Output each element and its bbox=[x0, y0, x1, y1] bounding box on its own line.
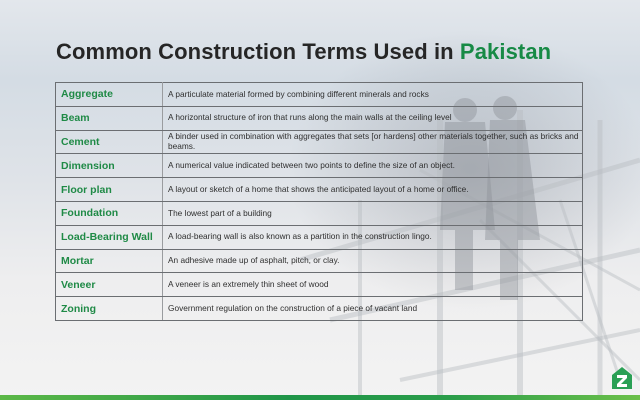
table-row bbox=[56, 249, 583, 273]
definition-cell: A particulate material formed by combining different minerals and rocks bbox=[163, 83, 583, 107]
table-row bbox=[56, 201, 583, 225]
table-row bbox=[56, 297, 583, 321]
table-row bbox=[56, 83, 583, 107]
definition-cell: An adhesive made up of asphalt, pitch, or clay. bbox=[163, 249, 583, 273]
term-cell: Floor plan bbox=[56, 178, 163, 202]
table-row bbox=[56, 130, 583, 154]
term-cell: Zoning bbox=[56, 297, 163, 321]
definition-cell: The lowest part of a building bbox=[163, 201, 583, 225]
term-cell: Foundation bbox=[56, 201, 163, 225]
title-accent: Pakistan bbox=[459, 39, 552, 64]
page-title bbox=[56, 39, 551, 65]
definition-cell: A layout or sketch of a home that shows the anticipated layout of a home or office. bbox=[163, 178, 583, 202]
terms-table bbox=[55, 82, 583, 321]
table-row bbox=[56, 225, 583, 249]
term-cell: Aggregate bbox=[56, 83, 163, 107]
definition-cell: A horizontal structure of iron that runs along the main walls at the ceiling level bbox=[163, 106, 583, 130]
bottom-accent-bar bbox=[0, 395, 640, 400]
term-cell: Dimension bbox=[56, 154, 163, 178]
term-cell: Beam bbox=[56, 106, 163, 130]
house-z-logo-icon bbox=[611, 366, 633, 390]
definition-cell: A numerical value indicated between two points to define the size of an object. bbox=[163, 154, 583, 178]
table-row bbox=[56, 106, 583, 130]
term-cell: Load-Bearing Wall bbox=[56, 225, 163, 249]
definition-cell: A load-bearing wall is also known as a partition in the construction lingo. bbox=[163, 225, 583, 249]
table-row bbox=[56, 178, 583, 202]
term-cell: Cement bbox=[56, 130, 163, 154]
term-cell: Veneer bbox=[56, 273, 163, 297]
definition-cell: A veneer is an extremely thin sheet of wood bbox=[163, 273, 583, 297]
table-row bbox=[56, 273, 583, 297]
title-prefix: Common Construction Terms Used in bbox=[56, 39, 460, 64]
definition-cell: A binder used in combination with aggregates that sets [or hardens] other materials together, such as bricks and beams. bbox=[163, 130, 583, 154]
table-row bbox=[56, 154, 583, 178]
definition-cell: Government regulation on the construction of a piece of vacant land bbox=[163, 297, 583, 321]
term-cell: Mortar bbox=[56, 249, 163, 273]
